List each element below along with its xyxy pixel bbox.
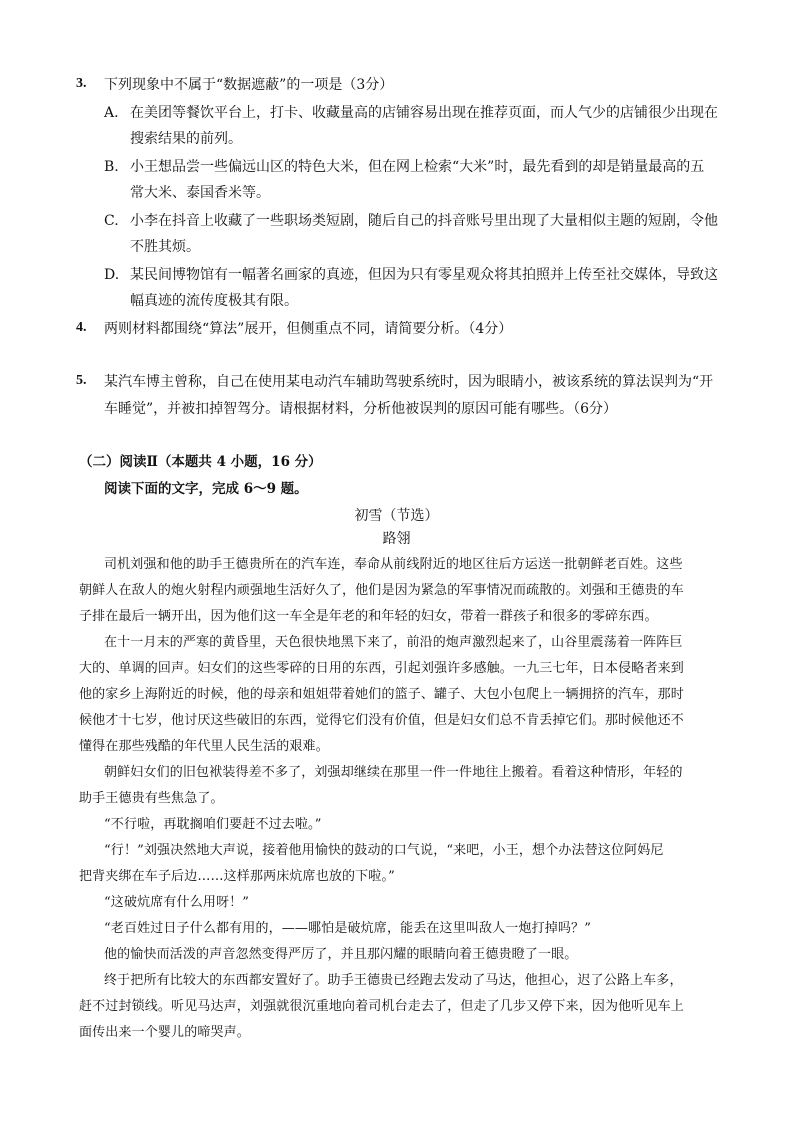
- question-5-stem: 某汽车博主曾称，自己在使用某电动汽车辅助驾驶系统时，因为眼睛小，被该系统的算法误判为“开: [104, 374, 714, 390]
- option-d-text: 某民间博物馆有一幅著名画家的真迹，但因为只有零星观众将其拍照并上传至社交媒体，导致这: [130, 267, 718, 283]
- option-b-label: B.: [104, 159, 119, 175]
- passage-line: 候他才十七岁，他讨厌这些破旧的东西，觉得它们没有价值，但是妇女们总不肯丢掉它们。那时候他还不: [79, 713, 684, 728]
- passage-line: 把背夹绑在车子后边……这样那两床炕席也放的下啦。”: [79, 869, 395, 884]
- passage-line: 助手王德贵有些焦急了。: [79, 791, 224, 806]
- option-b-text: 小王想品尝一些偏远山区的特色大米，但在网上检索“大米”时，最先看到的却是销量最高的五: [130, 159, 705, 175]
- option-c-text-cont: 不胜其烦。: [130, 239, 200, 255]
- question-3-number: 3.: [76, 76, 87, 91]
- section-heading: （二）阅读Ⅱ（本题共 4 小题，16 分）: [79, 454, 322, 470]
- passage-line: 在十一月末的严寒的黄昏里，天色很快地黑下来了，前沿的炮声激烈起来了，山谷里震荡着一阵阵巨: [104, 635, 683, 650]
- passage-line: 朝鲜妇女们的旧包袱装得差不多了，刘强却继续在那里一件一件地往上搬着。看着这种情形，年轻的: [104, 765, 683, 780]
- option-d-label: D.: [104, 267, 120, 283]
- passage-line: “行！”刘强决然地大声说，接着他用愉快的鼓动的口气说，“来吧，小王，想个办法替这位阿妈尼: [104, 843, 664, 858]
- question-5-number: 5.: [76, 373, 87, 388]
- question-4-stem: 两则材料都围绕“算法”展开，但侧重点不同，请简要分析。（4分）: [104, 321, 513, 337]
- option-d-text-cont: 幅真迹的流传度极其有限。: [130, 293, 298, 309]
- passage-line: 赶不过封锁线。听见马达声，刘强就很沉重地向着司机台走去了，但走了几步又停下来，因为他听见车上: [79, 999, 684, 1014]
- passage-line: 他的愉快而活泼的声音忽然变得严厉了，并且那闪耀的眼睛向着王德贵瞪了一眼。: [104, 947, 578, 962]
- passage-line: 朝鲜人在敌人的炮火射程内顽强地生活好久了，他们是因为紧急的军事情况而疏散的。刘强和王德贵的车: [79, 583, 684, 598]
- question-5-stem-cont: 车睡觉”，并被扣掉智驾分。请根据材料，分析他被误判的原因可能有哪些。（6分）: [104, 401, 618, 417]
- option-b-text-cont: 常大米、泰国香米等。: [130, 185, 270, 201]
- question-3-stem: 下列现象中不属于“数据遮蔽”的一项是（3分）: [104, 77, 394, 93]
- passage-line: 大的、单调的回声。妇女们的这些零碎的日用的东西，引起刘强许多感触。一九三七年，日本侵略者来到: [79, 661, 684, 676]
- passage-line: 子排在最后一辆开出，因为他们这一车全是年老的和年轻的妇女，带着一群孩子和很多的零碎东西。: [79, 609, 658, 624]
- passage-line: “不行啦，再耽搁咱们要赶不过去啦。”: [104, 817, 322, 832]
- passage-title: 初雪（节选）: [354, 508, 439, 524]
- option-c-text: 小李在抖音上收藏了一些职场类短剧，随后自己的抖音账号里出现了大量相似主题的短剧，令他: [130, 213, 718, 229]
- passage-line: “这破炕席有什么用呀！”: [104, 895, 250, 910]
- question-4-number: 4.: [76, 320, 87, 335]
- option-a-label: A.: [104, 105, 119, 121]
- passage-author: 路翎: [382, 531, 411, 547]
- passage-line: 他的家乡上海附近的时候，他的母亲和姐姐带着她们的篮子、罐子、大包小包爬上一辆拥挤的汽车，那时: [79, 687, 684, 702]
- passage-line: 面传出来一个婴儿的啼哭声。: [79, 1025, 250, 1040]
- passage-line: “老百姓过日子什么都有用的，——哪怕是破炕席，能丢在这里叫敌人一炮打掉吗？”: [104, 921, 591, 936]
- option-a-text-cont: 搜索结果的前列。: [130, 131, 242, 147]
- passage-line: 司机刘强和他的助手王德贵所在的汽车连，奉命从前线附近的地区往后方运送一批朝鲜老百姓。这些: [104, 557, 683, 572]
- option-a-text: 在美团等餐饮平台上，打卡、收藏量高的店铺容易出现在推荐页面，而人气少的店铺很少出现在: [130, 105, 718, 121]
- section-instruction: 阅读下面的文字，完成 6～9 题。: [104, 481, 308, 497]
- option-c-label: C.: [104, 213, 119, 229]
- passage-line: 懂得在那些残酷的年代里人民生活的艰难。: [79, 739, 329, 754]
- passage-line: 终于把所有比较大的东西都安置好了。助手王德贵已经跑去发动了马达，他担心，迟了公路上车多，: [104, 973, 683, 988]
